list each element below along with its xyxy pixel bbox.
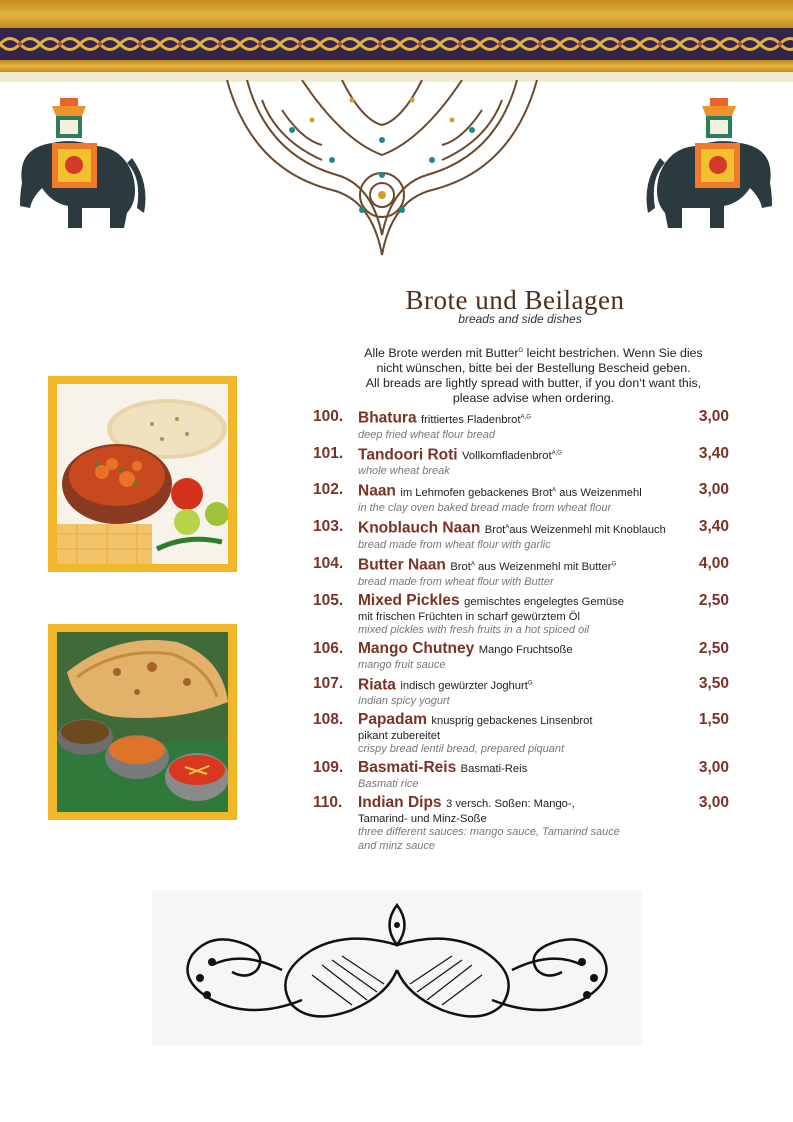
- item-number: 100.: [313, 408, 344, 425]
- item-description-en: in the clay oven baked bread made from wheat flour: [358, 502, 612, 515]
- allergen-code: A,G: [520, 414, 531, 420]
- item-line: [358, 408, 696, 429]
- item-description-de-line2: Tamarind- und Minz-Soße: [358, 813, 487, 826]
- item-description-de: [446, 798, 575, 810]
- menu-item: [313, 711, 733, 757]
- item-description-en: Indian spicy yogurt: [358, 695, 450, 708]
- item-description-en: bread made from wheat flour with Butter: [358, 575, 554, 588]
- intro-line-1-rest: leicht bestrichen. Wenn Sie dies: [526, 346, 703, 361]
- item-description-de: [421, 414, 531, 426]
- item-line: [358, 481, 696, 502]
- intro-text: [340, 344, 727, 406]
- item-line: [358, 518, 696, 539]
- item-price: 3,00: [698, 759, 729, 777]
- menu-item: [313, 518, 733, 553]
- item-number: 108.: [313, 711, 344, 729]
- item-description-de-line2: pikant zubereitet: [358, 730, 441, 743]
- item-price: 3,00: [698, 794, 729, 812]
- item-description-de-cont: aus Weizenmehl mit Butter: [474, 560, 612, 573]
- item-description-de-text: indisch gewürzter Joghurt: [400, 680, 528, 693]
- item-description-en: whole wheat break: [358, 465, 450, 478]
- item-description-de: [485, 524, 666, 536]
- item-name: Bhatura: [358, 409, 417, 427]
- menu-item: [313, 481, 733, 516]
- item-price: 2,50: [698, 591, 729, 609]
- item-price: 3,00: [698, 408, 729, 425]
- item-number: 110.: [313, 794, 343, 812]
- item-line: [358, 445, 696, 466]
- item-description-en: bread made from wheat flour with garlic: [358, 538, 551, 551]
- item-description-en: three different sauces: mango sauce, Tamarind sauce: [358, 826, 620, 839]
- item-price: 2,50: [698, 639, 729, 657]
- item-price: 3,40: [698, 444, 729, 462]
- item-name: Butter Naan: [358, 556, 446, 574]
- item-description-en: crispy bread lentil bread, prepared piquant: [358, 743, 565, 756]
- item-description-de: [462, 450, 562, 462]
- menu-item: [313, 408, 733, 443]
- item-description-de-line2: mit frischen Früchten in scharf gewürztem Öl: [358, 610, 580, 623]
- item-line: [358, 640, 696, 659]
- menu-item: [313, 445, 733, 480]
- item-price: 3,00: [698, 481, 729, 499]
- item-description-de-text: 3 versch. Soßen: Mango-,: [446, 798, 575, 811]
- paisley-ornament: [152, 890, 642, 1045]
- allergen-code: A: [505, 524, 510, 531]
- item-description-de-cont: aus Weizenmehl: [556, 487, 642, 500]
- item-description-de: [479, 644, 573, 656]
- item-number: 101.: [313, 444, 344, 462]
- item-price: 4,00: [698, 554, 729, 572]
- item-number: 107.: [313, 674, 344, 692]
- item-name: Naan: [358, 483, 396, 501]
- page-title: Brote und Beilagen: [405, 285, 625, 315]
- item-description-de-text: frittiertes Fladenbrot: [421, 413, 521, 426]
- item-line: [358, 794, 696, 813]
- item-price: 3,40: [698, 518, 729, 536]
- item-name: Mango Chutney: [358, 639, 475, 657]
- item-name: Indian Dips: [358, 794, 442, 812]
- item-number: 106.: [313, 639, 344, 657]
- intro-line-1-text: Alle Brote werden mit Butter: [364, 346, 519, 361]
- item-description-de-text: Brot: [450, 560, 471, 573]
- item-description-de: [461, 763, 528, 775]
- item-line: [358, 711, 696, 730]
- item-description-en-line2: and minz sauce: [358, 840, 436, 853]
- menu-item: [313, 675, 733, 710]
- allergen-code: A: [470, 560, 475, 567]
- item-price: 3,50: [698, 674, 729, 692]
- intro-line-2: nicht wünschen, bitte bei der Bestellung Bescheid geben.: [376, 361, 691, 376]
- menu-item: [313, 555, 733, 590]
- allergen-code: A: [552, 487, 557, 494]
- item-description-de: [400, 680, 532, 692]
- item-description-de-text: Mango Fruchtsoße: [478, 643, 573, 656]
- intro-line-1: [340, 344, 727, 361]
- elephant-illustration-right: [640, 88, 780, 233]
- intro-line-3: All breads are lightly spread with butter, if you don‘t want this,: [365, 376, 702, 391]
- menu-item: [313, 759, 733, 792]
- item-name: Knoblauch Naan: [358, 519, 481, 537]
- item-line: [358, 592, 696, 611]
- item-description-de-text: knusprig gebackenes Linsenbrot: [431, 715, 593, 728]
- item-description-de: [450, 561, 616, 573]
- menu-item: [313, 794, 733, 854]
- item-description-de: [431, 715, 592, 727]
- menu-item: [313, 592, 733, 638]
- item-description-de-text: gemischtes engelegtes Gemüse: [464, 595, 624, 608]
- mandala-ornament: [222, 80, 542, 260]
- elephant-illustration-left: [12, 88, 152, 233]
- food-photo-naan-dips: [48, 624, 237, 820]
- item-name: Papadam: [358, 711, 427, 729]
- item-description-de-cont: aus Weizenmehl mit Knoblauch: [509, 523, 666, 536]
- item-number: 105.: [313, 591, 344, 609]
- item-description-en: deep fried wheat flour bread: [358, 428, 495, 441]
- item-number: 103.: [313, 518, 344, 536]
- menu-list: [313, 408, 733, 856]
- item-description-de-text: Basmati-Reis: [460, 763, 528, 776]
- decorative-header-band: [0, 0, 793, 82]
- item-description-en: Basmati rice: [358, 778, 419, 791]
- item-description-de-text: im Lehmofen gebackenes Brot: [400, 487, 553, 500]
- item-description-de-text: Vollkornfladenbrot: [462, 450, 552, 463]
- item-name: Riata: [358, 676, 396, 694]
- title-block: [330, 285, 700, 326]
- allergen-code: A,G: [551, 450, 562, 457]
- item-number: 109.: [313, 759, 344, 777]
- menu-item: [313, 640, 733, 673]
- item-description-de: [464, 596, 624, 608]
- item-name: Basmati-Reis: [358, 759, 457, 777]
- item-line: [358, 555, 696, 576]
- item-name: Mixed Pickles: [358, 591, 460, 609]
- item-line: [358, 675, 696, 696]
- item-number: 102.: [313, 481, 344, 499]
- item-line: [358, 759, 696, 778]
- allergen-code: G: [527, 680, 533, 687]
- item-description-en: mango fruit sauce: [358, 658, 446, 671]
- item-description-de: [400, 487, 641, 499]
- intro-line-4: please advise when ordering.: [452, 391, 615, 406]
- item-description-en: mixed pickles with fresh fruits in a hot spiced oil: [358, 623, 590, 636]
- page-subtitle: breads and side dishes: [458, 312, 582, 326]
- food-photo-bread-curry: [48, 376, 237, 572]
- allergen-code: G: [518, 348, 524, 354]
- item-number: 104.: [313, 554, 344, 572]
- item-description-de-text: Brot: [484, 523, 506, 536]
- item-price: 1,50: [698, 711, 729, 729]
- item-name: Tandoori Roti: [358, 446, 458, 464]
- allergen-code: G: [611, 560, 617, 567]
